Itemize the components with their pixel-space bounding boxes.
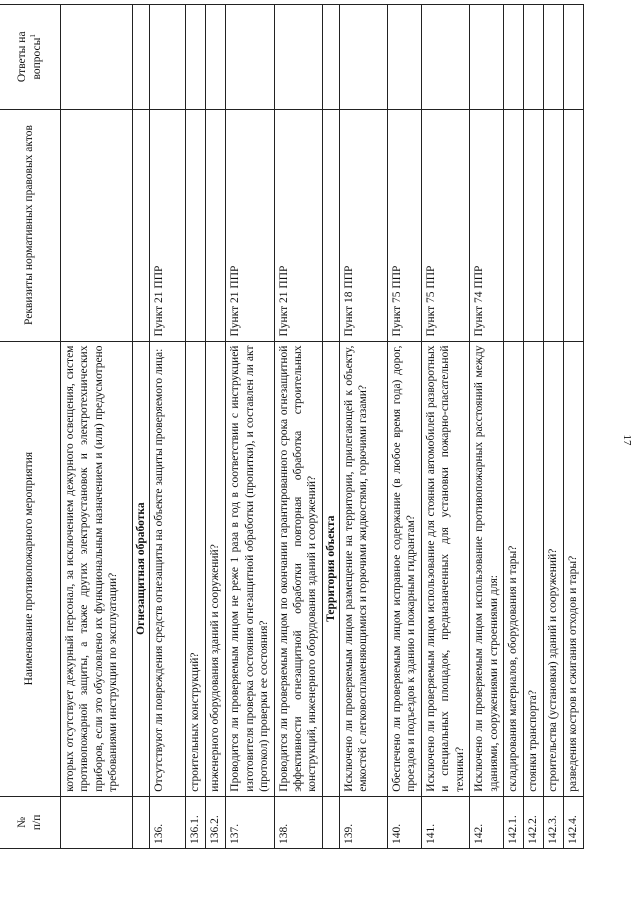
table-row [564, 5, 584, 849]
row-name: разведения костров и сжигания отходов и тары? [564, 341, 584, 796]
table-row [340, 5, 388, 849]
table-row [150, 5, 186, 849]
section-row [133, 5, 150, 849]
table-row [226, 5, 274, 849]
header-answers: Ответы на вопросы$^1$ [0, 5, 61, 110]
table-row [422, 5, 470, 849]
row-name: Проводится ли проверяемым лицом по окончании гарантированного срока огнезащитной эффективности огнезащитной обработки повторная обработка строительных конструкций, инженерного оборудования зданий и сооружений? [274, 341, 322, 796]
row-num: 142.3. [544, 796, 564, 848]
page-number: 17 [621, 434, 633, 446]
header-num: № п/п [0, 796, 61, 848]
row-answer [564, 5, 584, 110]
row-name: складирования материалов, оборудования и тары? [504, 341, 524, 796]
row-requisites [564, 109, 584, 341]
row-name: Исключено ли проверяемым лицом размещение на территории, прилегающей к объекту, емкостей с легковоспламеняющимися и горючими жидкостями, горючими газами? [340, 341, 388, 796]
row-num: 142. [470, 796, 504, 848]
row-answer [186, 5, 206, 110]
row-num: 142.4. [564, 796, 584, 848]
row-name: Отсутствуют ли повреждения средств огнезащиты на объекте защиты проверяемого лица: [150, 341, 186, 796]
row-answer [544, 5, 564, 110]
row-num: 139. [340, 796, 388, 848]
row-requisites: Пункт 18 ППР [340, 109, 388, 341]
row-answer [133, 5, 150, 110]
row-answer [470, 5, 504, 110]
row-requisites: Пункт 74 ППР [470, 109, 504, 341]
row-num: 141. [422, 796, 470, 848]
table-row [388, 5, 422, 849]
row-name: Обеспечено ли проверяемым лицом исправное содержание (в любое время года) дорог, проездов и подъездов к зданию и пожарным гидрантам? [388, 341, 422, 796]
row-requisites [206, 109, 226, 341]
row-answer [274, 5, 322, 110]
row-requisites [504, 109, 524, 341]
row-num: 136.2. [206, 796, 226, 848]
row-name: инженерного оборудования зданий и сооружений? [206, 341, 226, 796]
row-num: 142.2. [524, 796, 544, 848]
row-name: стоянки транспорта? [524, 341, 544, 796]
table-row [524, 5, 544, 849]
section-title: Территория объекта [322, 341, 339, 796]
table-row [504, 5, 524, 849]
header-requisites: Реквизиты нормативных правовых актов [0, 109, 61, 341]
row-requisites [524, 109, 544, 341]
row-name: строительных конструкций? [186, 341, 206, 796]
row-answer [226, 5, 274, 110]
row-answer [340, 5, 388, 110]
table-row [61, 5, 133, 849]
table-row [544, 5, 564, 849]
row-requisites: Пункт 75 ППР [388, 109, 422, 341]
table-row [206, 5, 226, 849]
row-name: Исключено ли проверяемым лицом использование противопожарных расстояний между зданиями, сооружениями и строениями для: [470, 341, 504, 796]
row-name: строительства (установки) зданий и сооружений? [544, 341, 564, 796]
row-answer [422, 5, 470, 110]
row-answer [61, 5, 133, 110]
row-requisites: Пункт 21 ППР [150, 109, 186, 341]
row-answer [388, 5, 422, 110]
header-name: Наименование противопожарного мероприятия [0, 341, 61, 796]
table-row [470, 5, 504, 849]
row-requisites: Пункт 75 ППР [422, 109, 470, 341]
row-num: 136.1. [186, 796, 206, 848]
row-requisites [544, 109, 564, 341]
row-requisites: Пункт 21 ППР [226, 109, 274, 341]
table-row [186, 5, 206, 849]
row-requisites: Пункт 21 ППР [274, 109, 322, 341]
row-num [61, 796, 133, 848]
row-num [322, 796, 339, 848]
checklist-table [0, 4, 584, 849]
section-title: Огнезащитная обработка [133, 341, 150, 796]
row-requisites [186, 109, 206, 341]
row-num: 142.1. [504, 796, 524, 848]
row-answer [524, 5, 544, 110]
table-header-row [0, 5, 61, 849]
table-row [274, 5, 322, 849]
row-answer [322, 5, 339, 110]
row-requisites [133, 109, 150, 341]
row-num: 136. [150, 796, 186, 848]
row-name: Проводится ли проверяемым лицом не реже 1 раза в год в соответствии с инструкцией изготовителя проверка состояния огнезащитной обработки (пропитки), и составлен ли акт (протокол) проверки ее состояния? [226, 341, 274, 796]
section-row [322, 5, 339, 849]
row-name: Исключено ли проверяемым лицом использование для стоянки автомобилей разворотных и специальных площадок, предназначенных для установки пожарно-спасательной техники? [422, 341, 470, 796]
row-num: 137. [226, 796, 274, 848]
row-answer [206, 5, 226, 110]
rotated-page-content [0, 4, 580, 849]
row-name: которых отсутствует дежурный персонал, за исключением дежурного освещения, систем противопожарной защиты, а также других электроустановок и электротехнических приборов, если это обусловлено их функциональным назначением и (или) предусмотрено требованиями инструкции по эксплуатации? [61, 341, 133, 796]
row-requisites [322, 109, 339, 341]
row-num [133, 796, 150, 848]
row-num: 138. [274, 796, 322, 848]
row-answer [150, 5, 186, 110]
row-requisites [61, 109, 133, 341]
row-num: 140. [388, 796, 422, 848]
row-answer [504, 5, 524, 110]
